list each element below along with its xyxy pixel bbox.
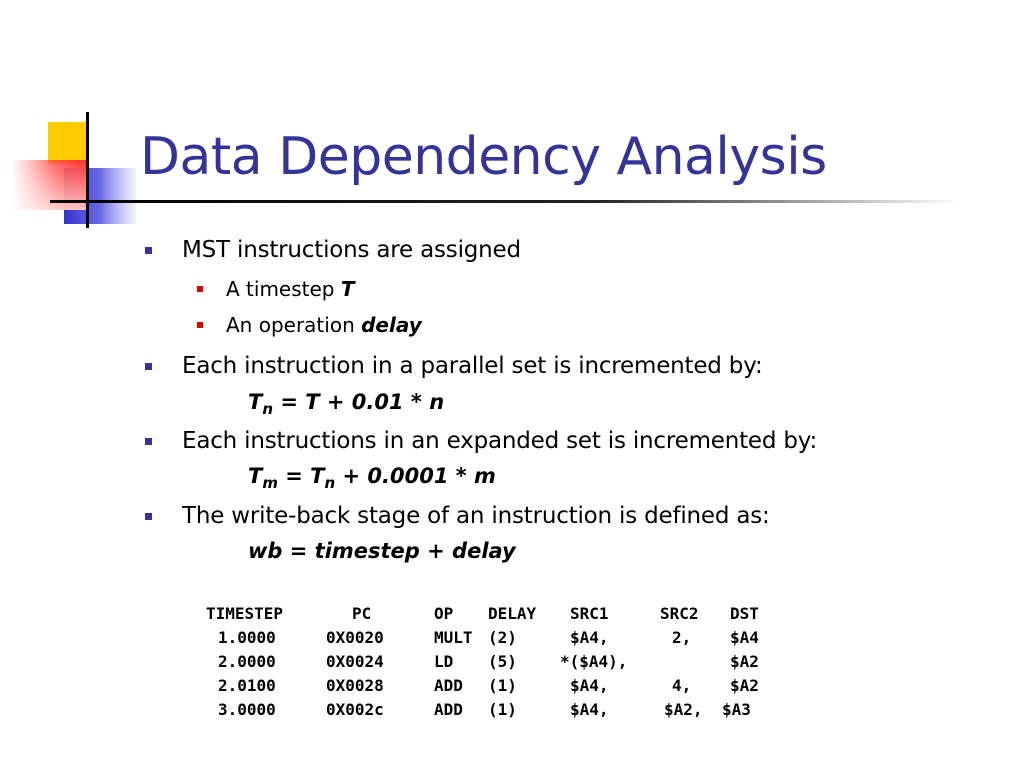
cell-timestep: 1.0000 [218, 628, 276, 647]
header-op: OP [434, 604, 454, 623]
cell-pc: 0X0020 [326, 628, 384, 647]
cell-delay: (5) [488, 652, 517, 671]
eq-tn-subscript: n [262, 400, 274, 418]
sub-bullet-timestep [226, 276, 355, 302]
cell-src2: $A2, [664, 700, 703, 719]
cell-pc: 0X0024 [326, 652, 384, 671]
equation-wb: wb = timestep + delay [248, 539, 516, 563]
cell-op: MULT [434, 628, 473, 647]
cell-delay: (1) [488, 676, 517, 695]
cell-timestep: 2.0100 [218, 676, 276, 695]
slide-title: Data Dependency Analysis [140, 127, 827, 187]
cell-src2: 4, [672, 676, 692, 695]
eq-tm-subscript: m [262, 474, 278, 492]
equation-tm [248, 462, 496, 490]
table-row [206, 650, 776, 674]
eq-tn-base: T [248, 390, 263, 414]
cell-pc: 0X0028 [326, 676, 384, 695]
cell-src1: *($A4), [560, 652, 628, 671]
eq-tm-base: T [248, 464, 263, 488]
header-src2: SRC2 [660, 604, 699, 623]
header-src1: SRC1 [570, 604, 609, 623]
eq-tm-mid: = T [277, 464, 325, 488]
cell-dst: $A3 [722, 700, 751, 719]
header-pc: PC [352, 604, 372, 623]
cell-src1: $A4, [570, 676, 609, 695]
header-delay: DELAY [488, 604, 537, 623]
bullet-write-back: The write-back stage of an instruction is defined as: [182, 503, 770, 529]
sub-bullet-text: An operation [226, 313, 362, 337]
eq-tm-rest: + 0.0001 * m [335, 464, 496, 488]
cell-op: LD [434, 652, 454, 671]
cell-delay: (2) [488, 628, 517, 647]
eq-tm-subscript-n: n [324, 474, 336, 492]
table-row [206, 698, 776, 722]
cell-dst: $A2 [730, 676, 759, 695]
logo-vertical-line [86, 112, 89, 228]
cell-pc: 0X002c [326, 700, 384, 719]
equation-tn [248, 388, 444, 416]
sub-bullet-operation-delay [226, 312, 422, 338]
bullet-parallel-set: Each instruction in a parallel set is incremented by: [182, 353, 763, 379]
title-underline [50, 200, 960, 203]
bullet-expanded-set: Each instructions in an expanded set is incremented by: [182, 428, 818, 454]
header-timestep: TIMESTEP [206, 604, 284, 623]
table-row [206, 626, 776, 650]
instruction-table [206, 602, 776, 722]
cell-op: ADD [434, 700, 463, 719]
cell-timestep: 2.0000 [218, 652, 276, 671]
sub-bullet-text: A timestep [226, 277, 341, 301]
cell-timestep: 3.0000 [218, 700, 276, 719]
table-header-row [206, 602, 776, 626]
cell-delay: (1) [488, 700, 517, 719]
logo-yellow-square [48, 122, 88, 164]
cell-op: ADD [434, 676, 463, 695]
eq-tn-rest: = T + 0.01 * n [273, 390, 445, 414]
decorative-logo [0, 0, 140, 240]
cell-dst: $A2 [730, 652, 759, 671]
cell-src1: $A4, [570, 628, 609, 647]
cell-dst: $A4 [730, 628, 759, 647]
bullet-mst-instructions: MST instructions are assigned [182, 237, 521, 263]
cell-src1: $A4, [570, 700, 609, 719]
sub-bullet-emphasis: T [340, 277, 355, 301]
sub-bullet-emphasis: delay [361, 313, 422, 337]
cell-src2: 2, [672, 628, 692, 647]
table-row [206, 674, 776, 698]
header-dst: DST [730, 604, 759, 623]
